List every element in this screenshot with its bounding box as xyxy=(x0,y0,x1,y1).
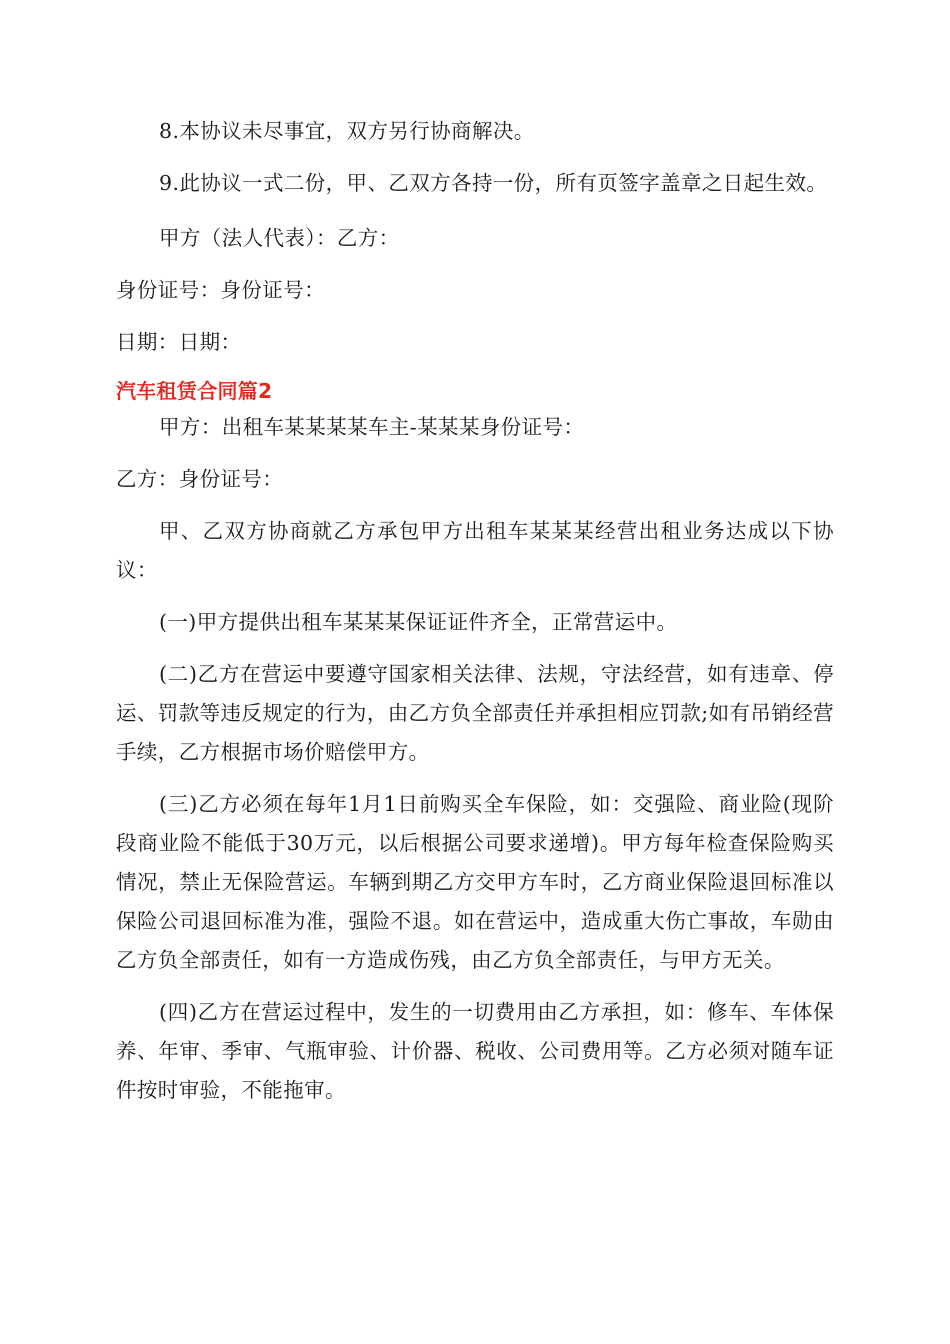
clause-1: (一)甲方提供出租车某某某保证证件齐全，正常营运中。 xyxy=(159,610,678,634)
clause-3: (三)乙方必须在每年1月1日前购买全车保险，如：交强险、商业险(现阶段商业险不能低于30万元，以后根据公司要求递增)。甲方每年检查保险购买情况，禁止无保险营运。车辆到期乙方交甲方车时，乙方商业保险退回标准以保险公司退回标准为准，强险不退。如在营运中，造成重大伤亡事故，车勋由乙方负全部责任，如有一方造成伤残，由乙方负全部责任，与甲方无关。 xyxy=(116,792,834,972)
clause-2: (二)乙方在营运中要遵守国家相关法律、法规，守法经营，如有违章、停运、罚款等违反规定的行为，由乙方负全部责任并承担相应罚款;如有吊销经营手续，乙方根据市场价赔偿甲方。 xyxy=(116,662,834,764)
clause-8: 8.本协议未尽事宜，双方另行协商解决。 xyxy=(159,119,535,143)
signature-date-line: 日期：日期： xyxy=(116,330,242,354)
section-heading: 汽车租赁合同篇2 xyxy=(116,379,273,403)
signature-party-line: 甲方（法人代表）：乙方： xyxy=(159,226,400,250)
party-b-line: 乙方：身份证号： xyxy=(116,467,284,491)
clause-9: 9.此协议一式二份，甲、乙双方各持一份，所有页签字盖章之日起生效。 xyxy=(159,171,828,195)
party-a-line: 甲方：出租车某某某某车主-某某某身份证号： xyxy=(159,415,585,439)
signature-id-line: 身份证号：身份证号： xyxy=(116,278,325,302)
clause-4: (四)乙方在营运过程中，发生的一切费用由乙方承担，如：修车、车体保养、年审、季审、气瓶审验、计价器、税收、公司费用等。乙方必须对随车证件按时审验，不能拖审。 xyxy=(116,1000,834,1102)
agreement-intro: 甲、乙双方协商就乙方承包甲方出租车某某某经营出租业务达成以下协议： xyxy=(116,519,834,582)
document-body xyxy=(116,112,834,1110)
